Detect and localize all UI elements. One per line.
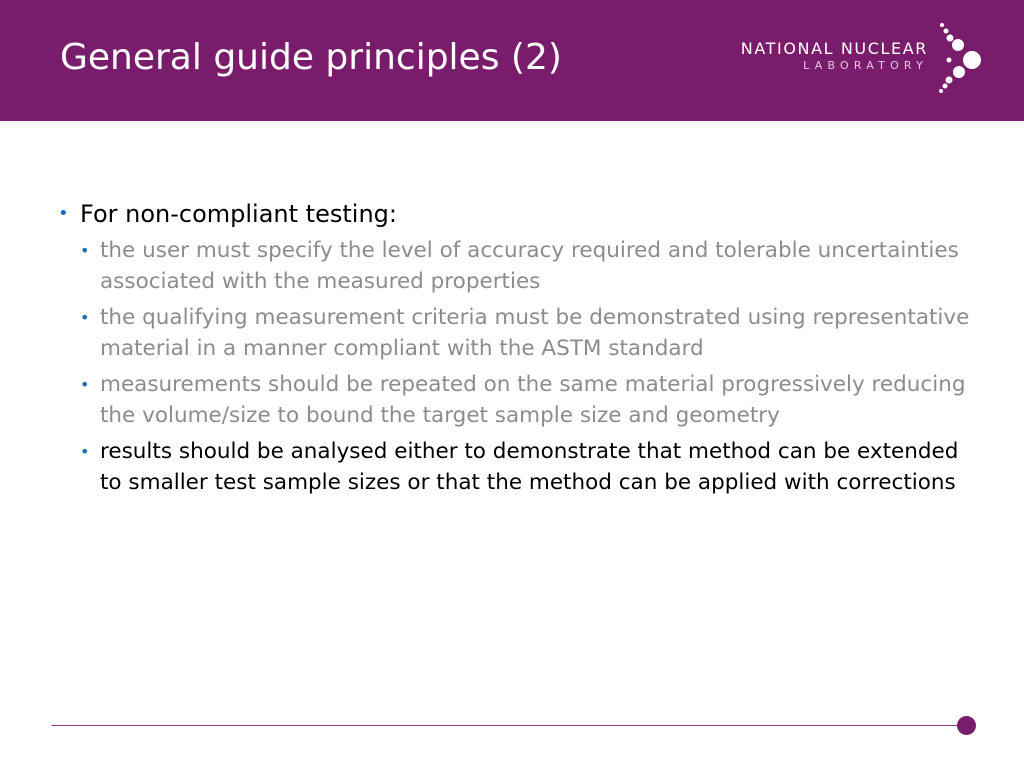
logo xyxy=(718,22,988,98)
bullet-icon: • xyxy=(80,308,90,327)
logo-text-line2: LABORATORY xyxy=(803,59,928,72)
list-item-level2 xyxy=(80,236,980,297)
list-item-text: measurements should be repeated on the same material progressively reducing the volume/size to bound the target sample size and geometry xyxy=(100,372,966,428)
slide-title: General guide principles (2) xyxy=(60,37,562,78)
list-item-text: For non-compliant testing: xyxy=(80,200,397,228)
logo-text-line1: NATIONAL NUCLEAR xyxy=(740,39,928,58)
list-item-text: the user must specify the level of accuracy required and tolerable uncertainties associated with the measured properties xyxy=(100,238,959,294)
dot-cluster-logo-icon xyxy=(924,22,984,98)
footer-dot-icon xyxy=(957,716,976,735)
list-item-text: results should be analysed either to demonstrate that method can be extended to smaller test sample sizes or that the method can be applied with corrections xyxy=(100,439,959,495)
footer-divider xyxy=(52,725,962,726)
list-item-text: the qualifying measurement criteria must be demonstrated using representative material in a manner compliant with the ASTM standard xyxy=(100,305,970,361)
bullet-icon: • xyxy=(80,241,90,260)
list-item-level2 xyxy=(80,437,980,498)
list-item-level1 xyxy=(58,198,968,230)
header-bar xyxy=(0,0,1024,121)
bullet-icon: • xyxy=(80,442,90,461)
list-item-level2 xyxy=(80,370,980,431)
bullet-icon: • xyxy=(58,203,69,224)
list-item-level2 xyxy=(80,303,980,364)
bullet-icon: • xyxy=(80,375,90,394)
content-area xyxy=(58,198,968,504)
